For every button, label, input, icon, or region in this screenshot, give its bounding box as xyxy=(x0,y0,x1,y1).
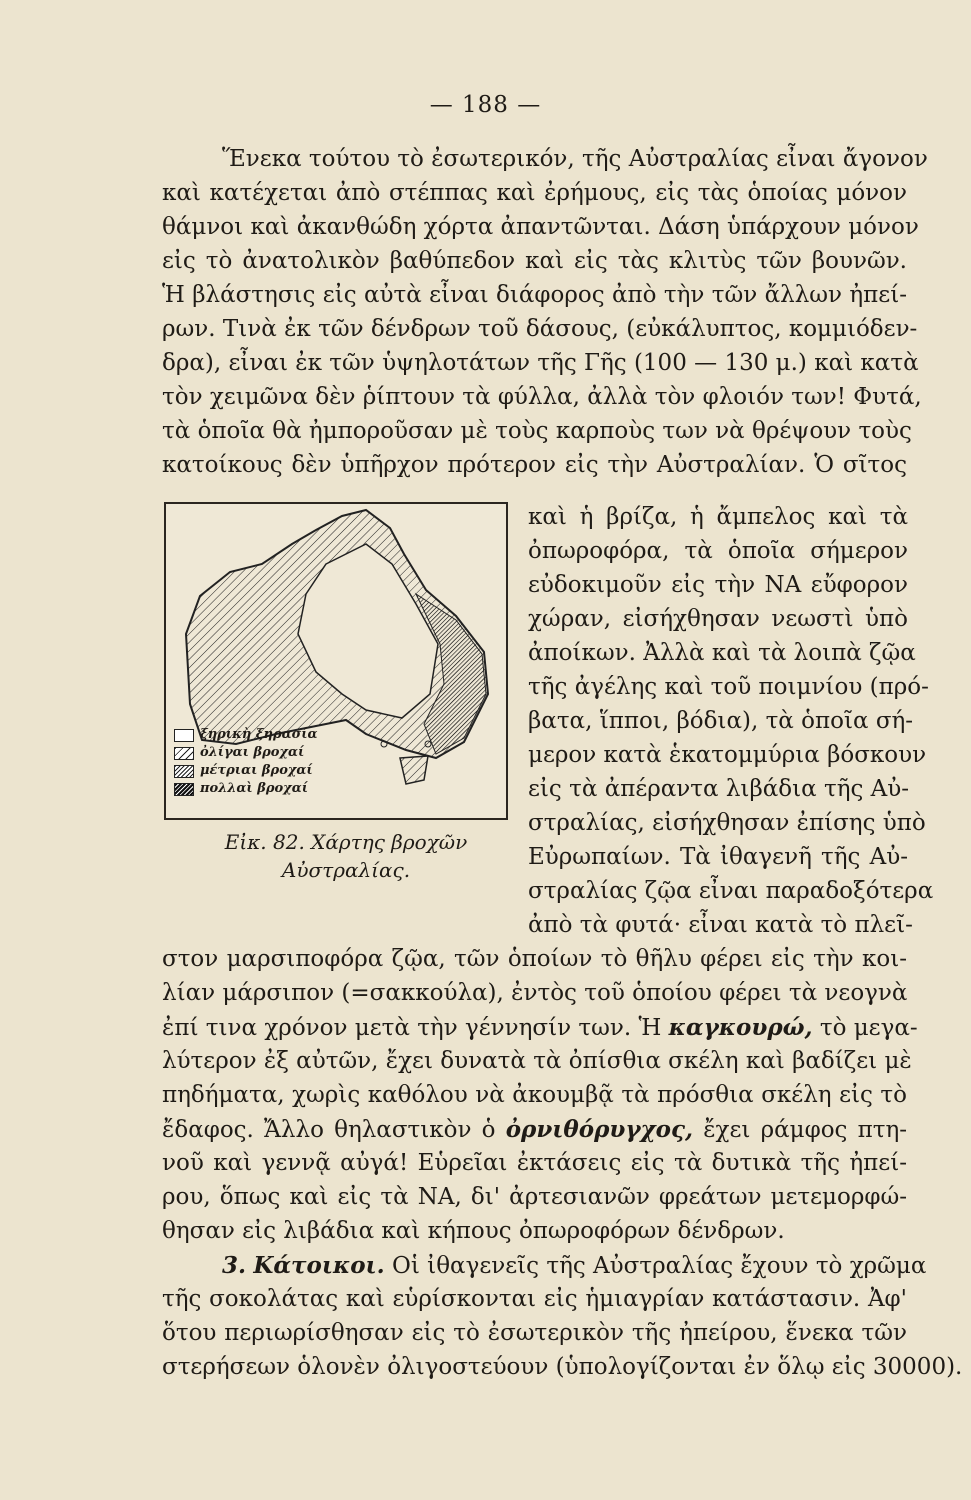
text-line: καὶ κατέχεται ἀπὸ στέππας καὶ ἐρήμους, εἰς τὰς ὁποίας μόνον xyxy=(162,180,907,206)
text-line: δρα), εἶναι ἐκ τῶν ὑψηλοτάτων τῆς Γῆς (100 — 130 μ.) καὶ κατὰ xyxy=(162,350,919,376)
text-line xyxy=(162,1118,907,1142)
text-line: μερον κατὰ ἑκατομμύρια βόσκουν xyxy=(528,742,927,768)
legend-swatch xyxy=(174,729,194,742)
text-line: στερήσεων ὁλονὲν ὀλιγοστεύουν (ὑπολογίζονται ἐν ὅλῳ εἰς 30000). xyxy=(162,1354,963,1380)
figure-caption: Εἰκ. 82. Χάρτης βροχῶν xyxy=(224,830,468,854)
text-line: πηδήματα, χωρὶς καθόλου νὰ ἀκουμβᾷ τὰ πρόσθια σκέλη εἰς τὸ xyxy=(162,1082,907,1108)
section-title: Κάτοικοι. xyxy=(253,1252,385,1279)
page-number: — 188 — xyxy=(429,92,542,118)
text-line: ρων. Τινὰ ἐκ τῶν δένδρων τοῦ δάσους, (εὐκάλυπτος, κομμιόδεν- xyxy=(162,316,918,342)
text-line: βατα, ἵπποι, βόδια), τὰ ὁποῖα σή- xyxy=(528,708,914,734)
text-line: εἰς τὰ ἀπέραντα λιβάδια τῆς Αὐ- xyxy=(528,776,910,802)
text-line: ρου, ὅπως καὶ εἰς τὰ ΝΑ, δι' ἀρτεσιανῶν φρεάτων μετεμορφώ- xyxy=(162,1184,907,1210)
text-line: στον μαρσιποφόρα ζῷα, τῶν ὁποίων τὸ θῆλυ φέρει εἰς τὴν κοι- xyxy=(162,946,907,972)
legend-item xyxy=(174,762,354,780)
term-kangaroo: καγκουρώ, xyxy=(668,1014,813,1041)
text-line: εὐδοκιμοῦν εἰς τὴν ΝΑ εὔφορον xyxy=(528,572,908,598)
term-platypus: ὀρνιθόρυγχος, xyxy=(505,1116,694,1143)
text-line: τῆς σοκολάτας καὶ εὑρίσκονται εἰς ἡμιαγρίαν κατάστασιν. Ἀφ' xyxy=(162,1286,907,1312)
text-run: ἔχει ράμφος πτη- xyxy=(693,1117,908,1143)
text-line: ἀποίκων. Ἀλλὰ καὶ τὰ λοιπὰ ζῷα xyxy=(528,640,916,666)
text-line xyxy=(162,1014,918,1041)
text-line: Ἕνεκα τούτου τὸ ἐσωτερικόν, τῆς Αὐστραλίας εἶναι ἄγονον xyxy=(222,146,928,172)
text-line: τῆς ἀγέλης καὶ τοῦ ποιμνίου (πρό- xyxy=(528,674,929,700)
rainfall-map-figure xyxy=(164,502,508,820)
text-line: λύτερον ἐξ αὐτῶν, ἔχει δυνατὰ τὰ ὀπίσθια σκέλη καὶ βαδίζει μὲ xyxy=(162,1048,912,1074)
legend-swatch xyxy=(174,783,194,796)
text-line: ὅτου περιωρίσθησαν εἰς τὸ ἐσωτερικὸν τῆς ἠπείρου, ἕνεκα τῶν xyxy=(162,1320,907,1346)
legend-item xyxy=(174,726,354,744)
text-run: ἔδαφος. Ἄλλο θηλαστικὸν ὁ xyxy=(162,1117,496,1143)
section-heading-line xyxy=(222,1252,927,1279)
text-line: Ἡ βλάστησις εἰς αὐτὰ εἶναι διάφορος ἀπὸ τὴν τῶν ἄλλων ἠπεί- xyxy=(162,282,907,308)
text-run: τὸ μεγα- xyxy=(812,1015,918,1041)
text-line: ἀπὸ τὰ φυτά· εἶναι κατὰ τὸ πλεῖ- xyxy=(528,912,913,938)
legend-label: ξηρικὴ ξηρασία xyxy=(200,727,318,742)
text-line: νοῦ καὶ γεννᾷ αὐγά! Εὑρεῖαι ἐκτάσεις εἰς τὰ δυτικὰ τῆς ἠπεί- xyxy=(162,1150,907,1176)
text-run: Οἱ ἰθαγενεῖς τῆς Αὐστραλίας ἔχουν τὸ χρῶμα xyxy=(384,1253,927,1279)
legend-item xyxy=(174,744,354,762)
legend-label: ὀλίγαι βροχαί xyxy=(200,745,305,760)
text-line: τὸν χειμῶνα δὲν ῥίπτουν τὰ φύλλα, ἀλλὰ τὸν φλοιόν των! Φυτά, xyxy=(162,384,922,410)
figure-caption: Αὐστραλίας. xyxy=(281,858,411,882)
tasmania-shape xyxy=(400,756,428,784)
section-number: 3. xyxy=(222,1252,247,1279)
text-line: ὀπωροφόρα, τὰ ὁποῖα σήμερον xyxy=(528,538,908,564)
text-line: θάμνοι καὶ ἀκανθώδη χόρτα ἀπαντῶνται. Δάση ὑπάρχουν μόνον xyxy=(162,214,919,240)
text-line: θησαν εἰς λιβάδια καὶ κήπους ὀπωροφόρων δένδρων. xyxy=(162,1218,785,1244)
text-line: Εὐρωπαίων. Τὰ ἰθαγενῆ τῆς Αὐ- xyxy=(528,844,908,870)
legend-item xyxy=(174,780,354,798)
text-line: κατοίκους δὲν ὑπῆρχον πρότερον εἰς τὴν Αὐστραλίαν. Ὁ σῖτος xyxy=(162,452,907,478)
text-line: τὰ ὁποῖα θὰ ἠμποροῦσαν μὲ τοὺς καρποὺς των νὰ θρέψουν τοὺς xyxy=(162,418,912,444)
legend-swatch xyxy=(174,765,194,778)
text-line: λίαν μάρσιπον (=σακκούλα), ἐντὸς τοῦ ὁποίου φέρει τὰ νεογνὰ xyxy=(162,980,908,1006)
legend-swatch xyxy=(174,747,194,760)
legend-label: πολλαὶ βροχαί xyxy=(200,781,309,796)
text-line: καὶ ἡ βρίζα, ἡ ἄμπελος καὶ τὰ xyxy=(528,504,908,530)
text-line: εἰς τὸ ἀνατολικὸν βαθύπεδον καὶ εἰς τὰς κλιτὺς τῶν βουνῶν. xyxy=(162,248,907,274)
text-line: χώραν, εἰσήχθησαν νεωστὶ ὑπὸ xyxy=(528,606,908,632)
text-line: στραλίας, εἰσήχθησαν ἐπίσης ὑπὸ xyxy=(528,810,926,836)
text-line: στραλίας ζῷα εἶναι παραδοξότερα xyxy=(528,878,934,904)
map-legend xyxy=(174,726,354,798)
legend-label: μέτριαι βροχαί xyxy=(200,763,313,778)
text-run: ἐπί τινα χρόνον μετὰ τὴν γέννησίν των. Ἡ xyxy=(162,1015,662,1041)
